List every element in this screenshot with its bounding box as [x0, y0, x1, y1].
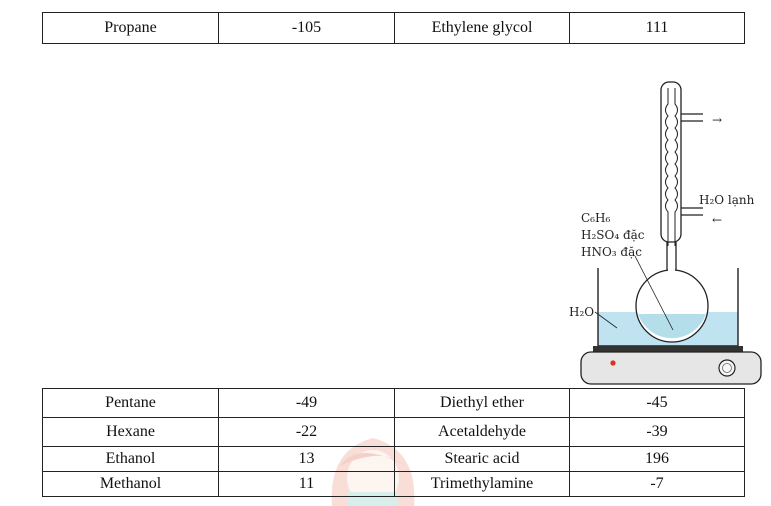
condenser-inner-tube-left	[666, 88, 669, 246]
table-cell: Pentane	[43, 389, 219, 418]
table-row	[43, 13, 745, 44]
cooling-water-label: H₂O lạnh	[699, 193, 755, 207]
table-cell: -7	[570, 472, 745, 497]
table-row	[43, 472, 745, 497]
table-cell: -39	[570, 418, 745, 447]
table-cell: 13	[219, 447, 395, 472]
table-cell: 196	[570, 447, 745, 472]
boiling-point-table-bottom	[42, 388, 745, 497]
table-cell: Hexane	[43, 418, 219, 447]
table-cell: 11	[219, 472, 395, 497]
water-bath-label: H₂O	[569, 305, 595, 319]
arrow-out-icon: →	[712, 113, 723, 127]
hotplate-indicator-light	[610, 360, 615, 365]
reagent-sulfuric-acid-label: H₂SO₄ đặc	[581, 228, 645, 242]
table-row	[43, 418, 745, 447]
hotplate-top	[593, 346, 743, 352]
table-cell: -45	[570, 389, 745, 418]
table-cell: -49	[219, 389, 395, 418]
condenser-jacket	[661, 82, 681, 242]
table-cell: Propane	[43, 13, 219, 44]
condenser-inner-tube-right	[675, 88, 678, 246]
table-cell: Ethanol	[43, 447, 219, 472]
reagent-nitric-acid-label: HNO₃ đặc	[581, 245, 642, 259]
table-cell: Stearic acid	[395, 447, 570, 472]
table-cell: Diethyl ether	[395, 389, 570, 418]
table-cell: Trimethylamine	[395, 472, 570, 497]
table-row	[43, 389, 745, 418]
table-row	[43, 447, 745, 472]
table-cell: -105	[219, 13, 395, 44]
table-cell: -22	[219, 418, 395, 447]
table-cell: Ethylene glycol	[395, 13, 570, 44]
table-cell: Methanol	[43, 472, 219, 497]
hotplate-knob	[719, 360, 735, 376]
arrow-in-icon: ←	[712, 213, 723, 227]
boiling-point-table-top	[42, 12, 745, 44]
reagent-benzene-label: C₆H₆	[581, 211, 611, 225]
table-cell: 111	[570, 13, 745, 44]
table-cell: Acetaldehyde	[395, 418, 570, 447]
nitration-apparatus-diagram	[565, 78, 765, 386]
